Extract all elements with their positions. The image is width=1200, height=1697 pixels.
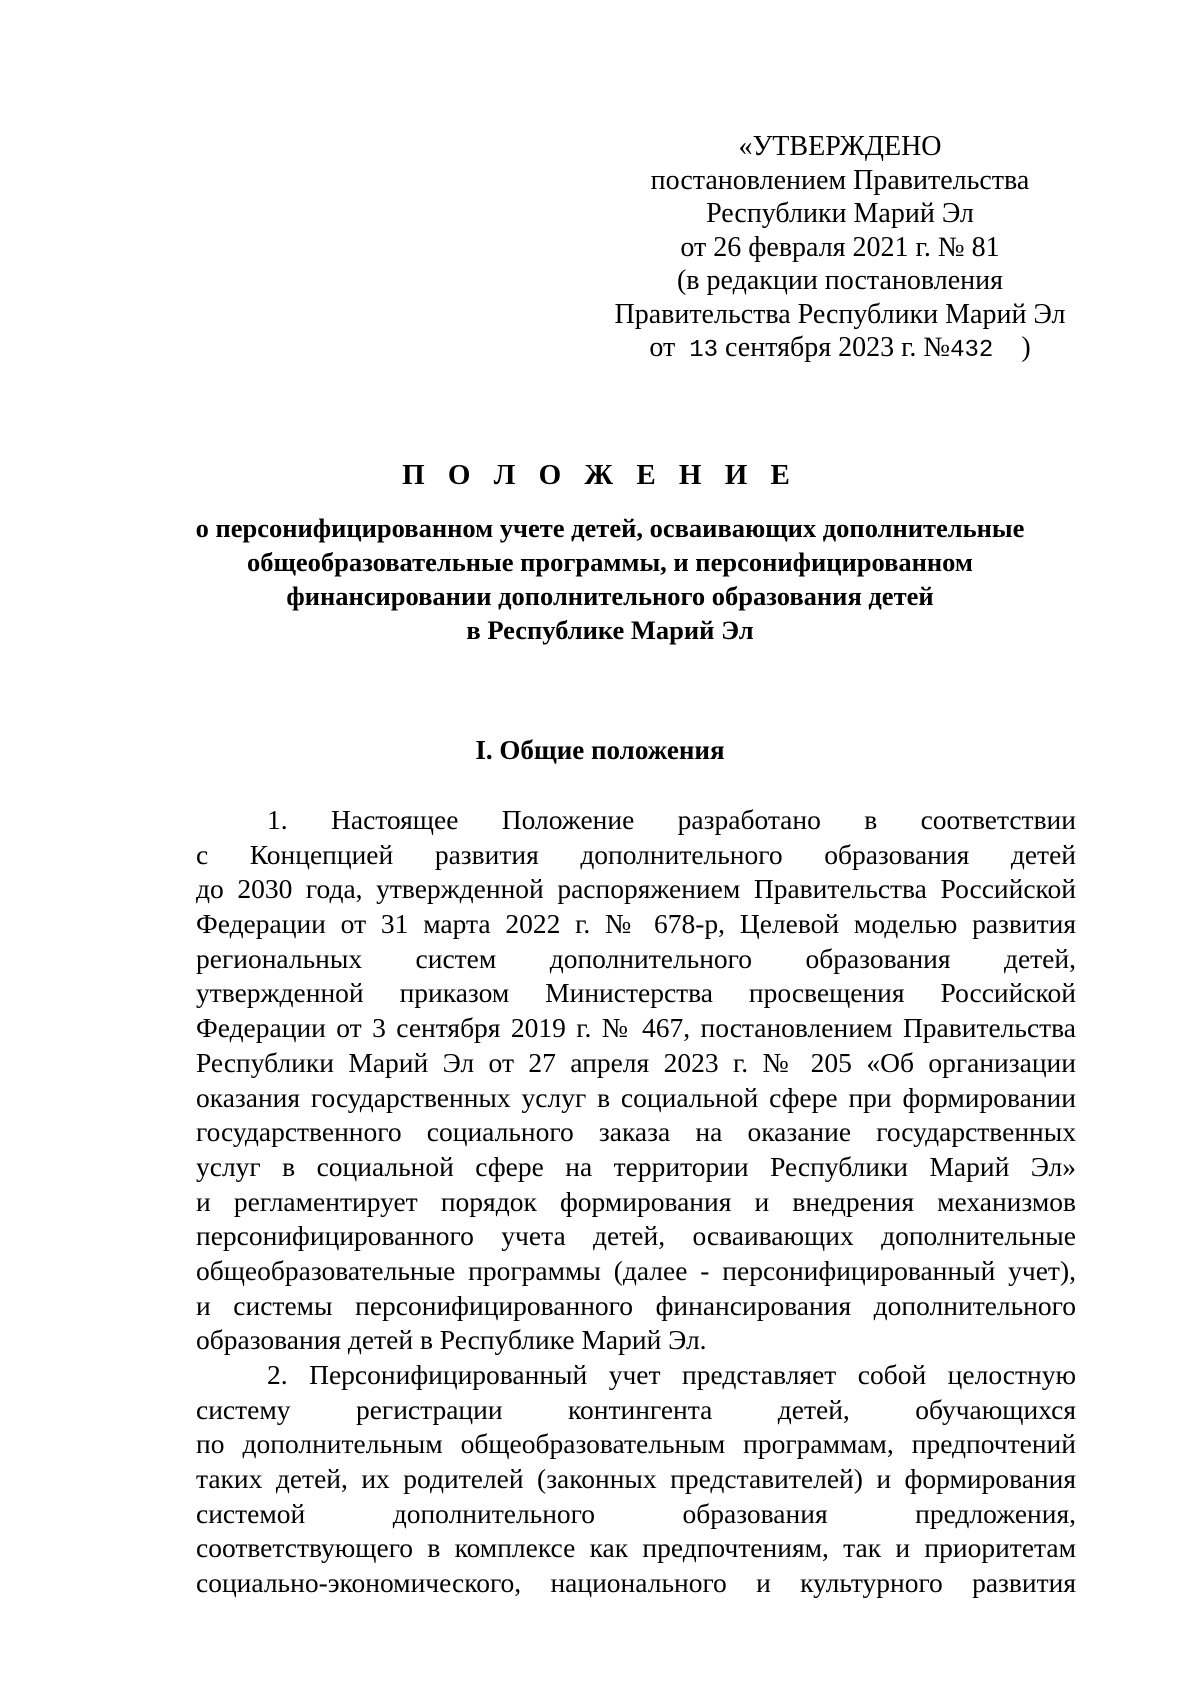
paragraph-line: персонифицированного учета детей, осваивающих дополнительные (196, 1220, 1076, 1252)
paragraph-line: региональных систем дополнительного образования детей, (196, 942, 1076, 974)
amendment-prefix: от (649, 332, 676, 363)
paragraph-line: Федерации от 3 сентября 2019 г. № 467, постановлением Правительства (196, 1012, 1076, 1044)
approval-heading: «УТВЕРЖДЕНО (738, 131, 942, 162)
paragraph-line: Республики Марий Эл от 27 апреля 2023 г. № 205 «Об организации (196, 1046, 1076, 1078)
document-title: П О Л О Ж Е Н И Е (402, 459, 798, 491)
paragraph-line: общеобразовательные программы (далее - персонифицированный учет), (196, 1254, 1076, 1286)
paragraph-line: таких детей, их родителей (законных представителей) и формирования (196, 1463, 1076, 1495)
approval-line: Республики Марий Эл (706, 198, 974, 229)
paragraph-line: государственного социального заказа на оказание государственных (196, 1116, 1076, 1148)
subtitle-line: о персонифицированном учете детей, осваивающих дополнительные (195, 513, 1025, 543)
section-heading: I. Общие положения (475, 735, 725, 765)
paragraph-line: образования детей в Республике Марий Эл. (196, 1324, 707, 1356)
approval-stamp (600, 130, 1080, 368)
paragraph-line: 1. Настоящее Положение разработано в соответствии (267, 804, 1076, 835)
subtitle-line: в Республике Марий Эл (466, 615, 754, 645)
paragraph-line: и регламентирует порядок формирования и внедрения механизмов (196, 1185, 1076, 1217)
amendment-number: 432 (950, 337, 994, 364)
paragraph-line: услуг в социальной сфере на территории Республики Марий Эл» (196, 1150, 1076, 1182)
paragraph-line: до 2030 года, утвержденной распоряжением Правительства Российской (196, 873, 1076, 905)
approval-line: постановлением Правительства (650, 164, 1030, 196)
document-body (196, 803, 1076, 1601)
paragraph-line: системой дополнительного образования предложения, (196, 1497, 1076, 1529)
paragraph-1 (196, 803, 1076, 1358)
approval-line: (в редакции постановления (676, 265, 1004, 296)
subtitle-line: финансировании дополнительного образования детей (286, 581, 934, 611)
paragraph-line: утвержденной приказом Министерства просвещения Российской (196, 977, 1076, 1009)
approval-line: от 26 февраля 2021 г. № 81 (680, 231, 1000, 263)
amendment-day: 13 (689, 337, 719, 364)
paragraph-line: соответствующего в комплексе как предпочтениям, так и приоритетам (196, 1532, 1076, 1564)
amendment-middle: сентября 2023 г. № (725, 332, 951, 363)
subtitle-line: общеобразовательные программы, и персонифицированном (247, 547, 973, 577)
paragraph-line: по дополнительным общеобразовательным программам, предпочтений (196, 1428, 1076, 1460)
paragraph-line: и системы персонифицированного финансирования дополнительного (196, 1289, 1076, 1321)
paragraph-line: оказания государственных услуг в социальной сфере при формировании (196, 1081, 1076, 1113)
approval-amendment-date (600, 331, 1080, 368)
approval-line: Правительства Республики Марий Эл (614, 298, 1066, 330)
paragraph-line: 2. Персонифицированный учет представляет собой целостную (267, 1359, 1076, 1390)
document-subtitle (160, 511, 1060, 647)
paragraph-line: систему регистрации контингента детей, обучающихся (196, 1393, 1076, 1425)
paragraph-2 (196, 1358, 1076, 1601)
paragraph-line: социально-экономического, национального и культурного развития (196, 1567, 1076, 1599)
paragraph-line: с Концепцией развития дополнительного образования детей (196, 838, 1076, 870)
amendment-suffix: ) (1021, 332, 1031, 363)
paragraph-line: Федерации от 31 марта 2022 г. № 678-р, Целевой моделью развития (196, 908, 1076, 940)
